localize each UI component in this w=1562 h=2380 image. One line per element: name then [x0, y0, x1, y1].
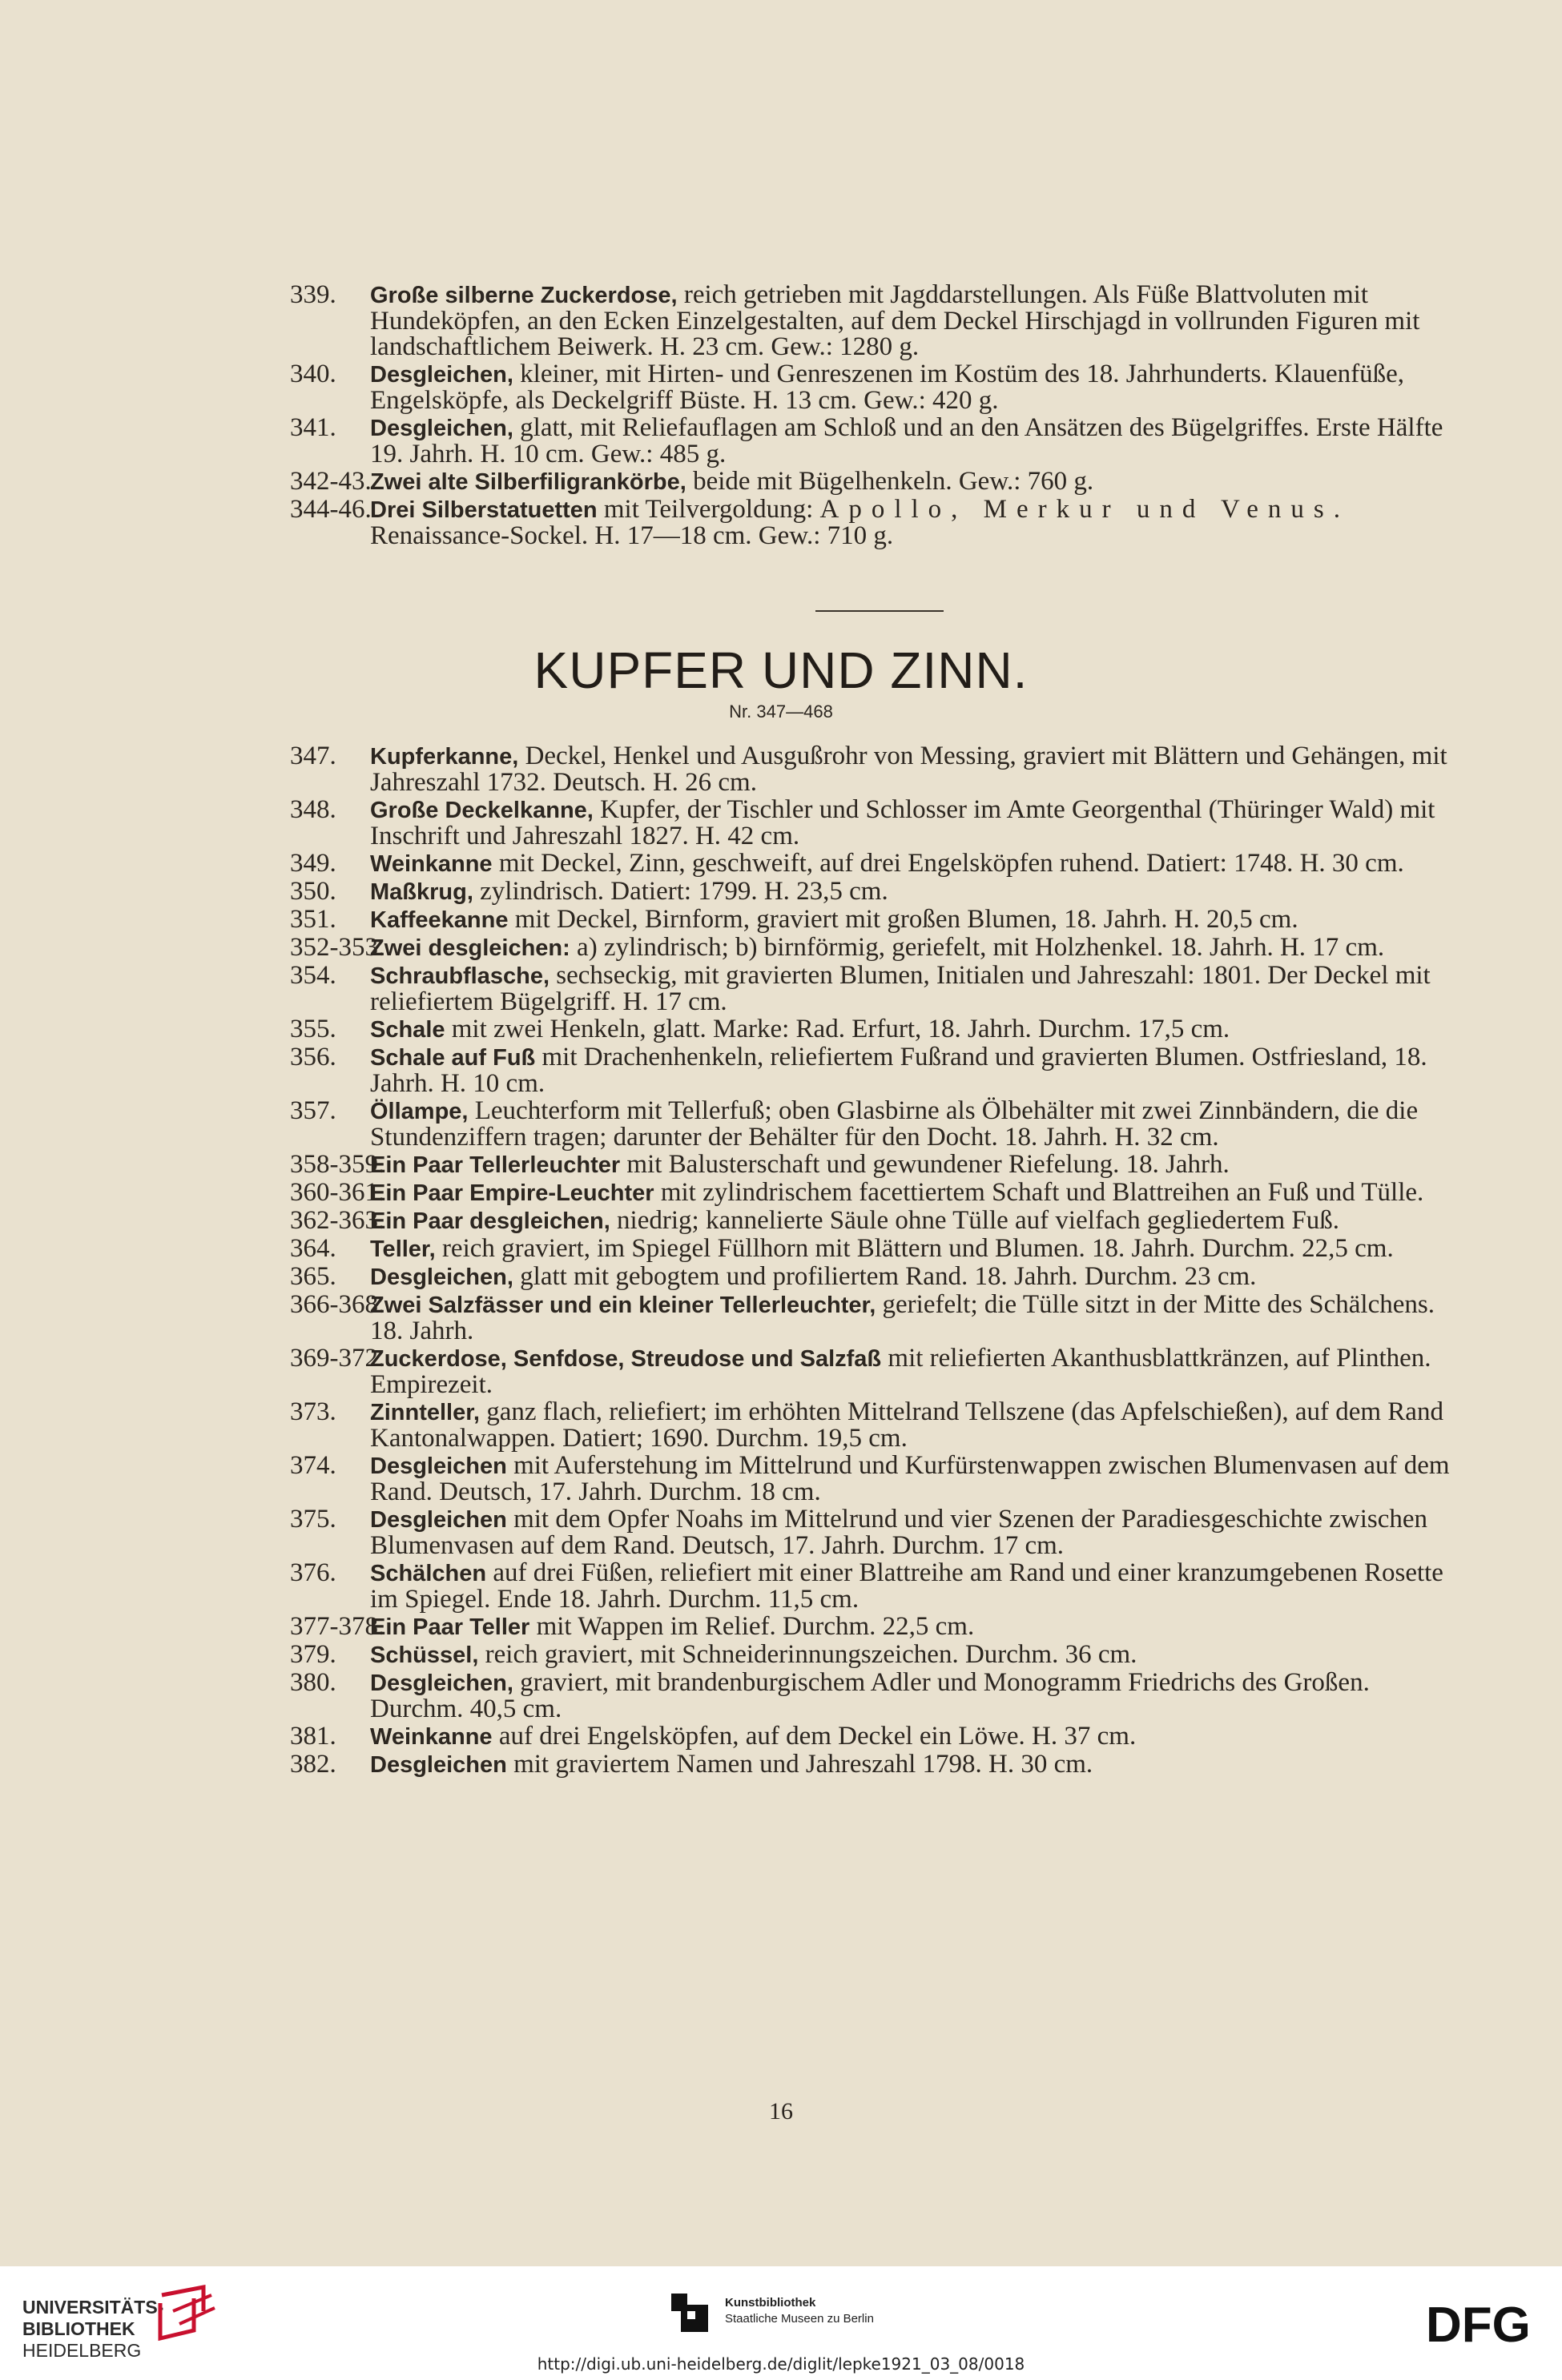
catalog-entry [290, 1506, 1450, 1558]
entry-text: mit graviertem Namen und Jahreszahl 1798. H. 30 cm. [513, 1750, 1093, 1779]
entry-number: 382. [290, 1750, 336, 1779]
entry-title: Drei Silberstatuetten [370, 497, 598, 523]
catalog-entry [290, 1614, 1450, 1640]
entry-number: 358-359. [290, 1150, 385, 1179]
entry-number: 341. [290, 413, 336, 442]
entry-number: 342-43. [290, 467, 372, 496]
entry-title: Desgleichen [370, 1507, 507, 1533]
entry-text: Deckel, Henkel und Ausgußrohr von Messing, graviert mit Blättern und Gehängen, mit Jahreszahl 1732. Deutsch. H. 26 cm. [370, 742, 1447, 797]
entry-title: Desgleichen, [370, 416, 513, 441]
kunstbibliothek-logo-icon [666, 2290, 713, 2335]
silver-entries-list [290, 282, 1450, 550]
dfg-text: DFG [1426, 2298, 1531, 2348]
entry-title: Kupferkanne, [370, 744, 519, 770]
catalog-entry [290, 1723, 1450, 1750]
entry-title: Zwei alte Silberfiligrankörbe, [370, 469, 686, 495]
catalog-entry [290, 497, 1450, 549]
entry-title: Desgleichen, [370, 362, 513, 388]
entry-number: 339. [290, 280, 336, 309]
entry-text: kleiner, mit Hirten- und Genreszenen im Kostüm des 18. Jahrhunderts. Klauenfüße, Engelsköpfe, als Deckelgriff Büste. H. 13 cm. Gew.: 420 g. [370, 360, 1405, 415]
entry-text-before: mit Teilvergoldung: [603, 495, 814, 524]
entry-number: 354. [290, 961, 336, 990]
entry-number: 362-363. [290, 1206, 385, 1235]
entry-number: 356. [290, 1043, 336, 1071]
catalog-entry [290, 878, 1450, 905]
entry-text: mit Balusterschaft und gewundener Riefelung. 18. Jahrh. [626, 1150, 1230, 1179]
catalog-entry [290, 1044, 1450, 1096]
entry-title: Desgleichen [370, 1752, 507, 1778]
catalog-entry [290, 850, 1450, 877]
entry-title: Zinnteller, [370, 1400, 480, 1425]
catalog-entry [290, 1292, 1450, 1344]
entry-title: Desgleichen [370, 1453, 507, 1479]
entry-text: mit zylindrischem facettiertem Schaft und Blattreihen an Fuß und Tülle. [660, 1178, 1424, 1207]
entry-number: 351. [290, 905, 336, 934]
entry-number: 365. [290, 1262, 336, 1291]
entry-text: mit Drachenhenkeln, reliefiertem Fußrand und gravierten Blumen. Ostfriesland, 18. Jahrh. H. 10 cm. [370, 1043, 1427, 1098]
entry-text: sechseckig, mit gravierten Blumen, Initialen und Jahreszahl: 1801. Der Deckel mit reliefiertem Bügelgriff. H. 17 cm. [370, 961, 1431, 1016]
catalog-entry [290, 1264, 1450, 1290]
entry-text: glatt mit gebogtem und profiliertem Rand. 18. Jahrh. Durchm. 23 cm. [520, 1262, 1257, 1291]
entry-title: Schüssel, [370, 1642, 479, 1668]
entry-title: Kaffeekanne [370, 907, 509, 933]
catalog-entry [290, 1345, 1450, 1397]
entry-number: 369-372. [290, 1344, 385, 1373]
entry-text: beide mit Bügelhenkeln. Gew.: 760 g. [693, 467, 1094, 496]
catalog-entry [290, 1670, 1450, 1722]
entry-text: mit reliefierten Akanthusblattkränzen, auf Plinthen. Empirezeit. [370, 1344, 1431, 1399]
entry-text: auf drei Füßen, reliefiert mit einer Blattreihe am Rand und einer kranzumgebenen Rosette im Spiegel. Ende 18. Jahrh. Durchm. 11,5 cm. [370, 1558, 1443, 1614]
catalog-entry [290, 907, 1450, 933]
entry-title: Große silberne Zuckerdose, [370, 283, 678, 308]
entry-text: a) zylindrisch; b) birnförmig, geriefelt, mit Holzhenkel. 18. Jahrh. H. 17 cm. [577, 933, 1385, 962]
entry-title: Schraubflasche, [370, 963, 550, 989]
entry-text: mit zwei Henkeln, glatt. Marke: Rad. Erfurt, 18. Jahrh. Durchm. 17,5 cm. [451, 1015, 1230, 1043]
entry-title: Schälchen [370, 1561, 487, 1586]
ub-line: HEIDELBERG [22, 2340, 142, 2361]
catalog-entry [290, 1208, 1450, 1234]
copper-tin-entries-list [290, 743, 1450, 1779]
entry-number: 381. [290, 1722, 336, 1751]
catalog-entry [290, 1236, 1450, 1262]
entry-title: Schale auf Fuß [370, 1045, 536, 1071]
entry-title: Ein Paar Tellerleuchter [370, 1152, 621, 1178]
entry-title: Desgleichen, [370, 1670, 513, 1696]
kunstbibliothek-label [725, 2295, 874, 2327]
entry-text: graviert, mit brandenburgischem Adler und Monogramm Friedrichs des Großen. Durchm. 40,5 cm. [370, 1668, 1370, 1723]
catalog-entry [290, 1180, 1450, 1206]
entry-text: geriefelt; die Tülle sitzt in der Mitte des Schälchens. 18. Jahrh. [370, 1290, 1435, 1345]
entry-text: auf drei Engelsköpfen, auf dem Deckel ein Löwe. H. 37 cm. [498, 1722, 1137, 1751]
section-divider [815, 610, 944, 612]
entry-number: 376. [290, 1558, 336, 1587]
entry-text: reich graviert, mit Schneiderinnungszeichen. Durchm. 36 cm. [485, 1640, 1137, 1669]
catalog-entry [290, 1560, 1450, 1612]
catalog-entry [290, 935, 1450, 961]
entry-number: 340. [290, 360, 336, 388]
ub-heidelberg-wordmark[interactable] [22, 2297, 163, 2362]
page-number: 16 [769, 2098, 793, 2125]
entry-text: mit Wappen im Relief. Durchm. 22,5 cm. [536, 1612, 975, 1641]
entry-number: 373. [290, 1397, 336, 1426]
catalog-entry [290, 1399, 1450, 1451]
footer-bar [0, 2266, 1562, 2380]
entry-title: Ein Paar Teller [370, 1614, 530, 1640]
ub-line: UNIVERSITÄTS- [22, 2297, 164, 2318]
entry-number: 379. [290, 1640, 336, 1669]
entry-number: 360-361. [290, 1178, 385, 1207]
entry-text: mit Deckel, Birnform, graviert mit großen Blumen, 18. Jahrh. H. 20,5 cm. [514, 905, 1298, 934]
entry-text: mit Auferstehung im Mittelrund und Kurfürstenwappen zwischen Blumenvasen auf dem Rand. Deutsch, 17. Jahrh. Durchm. 18 cm. [370, 1451, 1450, 1506]
entry-text: ganz flach, reliefiert; im erhöhten Mittelrand Tellszene (das Apfelschießen), auf dem Rand Kantonalwappen. Datiert; 1690. Durchm. 19,5 cm. [370, 1397, 1443, 1453]
entry-text: Kupfer, der Tischler und Schlosser im Amte Georgenthal (Thüringer Wald) mit Inschrift und Jahreszahl 1827. H. 42 cm. [370, 795, 1435, 850]
catalog-entry [290, 797, 1450, 849]
dfg-logo-icon [1424, 2298, 1544, 2348]
entry-number: 364. [290, 1234, 336, 1263]
entry-text: glatt, mit Reliefauflagen am Schloß und an den Ansätzen des Bügelgriffes. Erste Hälfte 19. Jahrh. H. 10 cm. Gew.: 485 g. [370, 413, 1443, 468]
entry-title: Zuckerdose, Senfdose, Streudose und Salzfaß [370, 1346, 882, 1372]
entry-number: 366-368. [290, 1290, 385, 1319]
catalog-entry [290, 415, 1450, 467]
entry-text: Leuchterform mit Tellerfuß; oben Glasbirne als Ölbehälter mit zwei Zinnbändern, die die Stundenziffern tragen; darunter der Behälter für den Docht. 18. Jahrh. H. 32 cm. [370, 1096, 1419, 1152]
entry-title: Zwei desgleichen: [370, 935, 570, 961]
entry-number: 349. [290, 849, 336, 878]
ub-line: BIBLIOTHEK [22, 2318, 135, 2339]
entry-number: 350. [290, 877, 336, 906]
entry-number: 357. [290, 1096, 336, 1125]
catalog-entry [290, 1642, 1450, 1668]
catalog-entry [290, 1152, 1450, 1178]
entry-spaced-text: Apollo, Merkur und Venus. [819, 495, 1350, 524]
entry-text: mit Deckel, Zinn, geschweift, auf drei Engelsköpfen ruhend. Datiert: 1748. H. 30 cm. [498, 849, 1404, 878]
entry-text: reich getrieben mit Jagddarstellungen. Als Füße Blattvoluten mit Hundeköpfen, an den Ecken Einzelgestalten, auf dem Deckel Hirschjagd in vollrunden Figuren mit landschaftlichem Beiwerk. H. 23 cm. Gew.: 1280 g. [370, 280, 1420, 361]
entry-text: reich graviert, im Spiegel Füllhorn mit Blättern und Blumen. 18. Jahrh. Durchm. 22,5 cm. [441, 1234, 1394, 1263]
catalog-entry [290, 963, 1450, 1015]
catalog-entry [290, 468, 1450, 495]
section-subheading: Nr. 347—468 [729, 702, 833, 722]
entry-text: niedrig; kannelierte Säule ohne Tülle auf vielfach gegliedertem Fuß. [617, 1206, 1340, 1235]
ub-logo-icon [157, 2284, 218, 2342]
entry-number: 347. [290, 742, 336, 770]
entry-title: Öllampe, [370, 1099, 469, 1124]
entry-title: Große Deckelkanne, [370, 798, 594, 823]
entry-title: Zwei Salzfässer und ein kleiner Tellerleuchter, [370, 1293, 876, 1318]
entry-title: Weinkanne [370, 851, 493, 877]
catalog-entry [290, 282, 1450, 360]
entry-title: Schale [370, 1017, 445, 1043]
catalog-entry [290, 743, 1450, 795]
entry-number: 374. [290, 1451, 336, 1480]
catalog-entry [290, 1751, 1450, 1778]
entry-title: Weinkanne [370, 1724, 493, 1750]
entry-title: Maßkrug, [370, 879, 473, 905]
entry-text: zylindrisch. Datiert: 1799. H. 23,5 cm. [480, 877, 888, 906]
entry-number: 348. [290, 795, 336, 824]
catalog-entry [290, 361, 1450, 413]
entry-number: 375. [290, 1505, 336, 1534]
entry-title: Desgleichen, [370, 1264, 513, 1290]
entry-text: mit dem Opfer Noahs im Mittelrund und vier Szenen der Paradiesgeschichte zwischen Blumenvasen auf dem Rand. Deutsch, 17. Jahrh. Durchm. 17 cm. [370, 1505, 1428, 1560]
entry-title: Ein Paar Empire-Leuchter [370, 1180, 654, 1206]
entry-number: 352-353. [290, 933, 385, 962]
entry-title: Teller, [370, 1236, 436, 1262]
kunstbibliothek-subtitle: Staatliche Museen zu Berlin [725, 2312, 874, 2326]
entry-number: 377-378. [290, 1612, 385, 1641]
entry-number: 380. [290, 1668, 336, 1697]
catalog-entry [290, 1098, 1450, 1150]
kunstbibliothek-name: Kunstbibliothek [725, 2296, 816, 2310]
entry-number: 344-46. [290, 495, 372, 524]
catalog-entry [290, 1016, 1450, 1043]
section-heading: KUPFER UND ZINN. [533, 641, 1029, 699]
entry-title: Ein Paar desgleichen, [370, 1208, 610, 1234]
catalog-entry [290, 1453, 1450, 1505]
entry-number: 355. [290, 1015, 336, 1043]
page-url[interactable]: http://digi.ub.uni-heidelberg.de/diglit/lepke1921_03_08/0018 [537, 2354, 1025, 2374]
entry-text: Renaissance-Sockel. H. 17—18 cm. Gew.: 710 g. [370, 521, 894, 550]
